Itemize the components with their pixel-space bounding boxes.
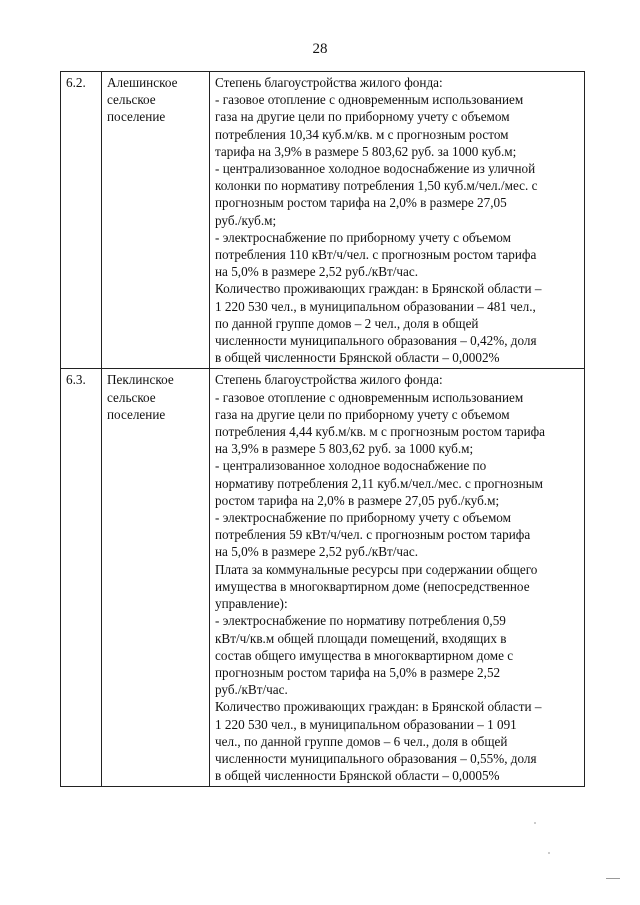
settlement-name-line: поселение (107, 109, 166, 125)
row-number-cell (61, 72, 102, 369)
settlement-name-cell (102, 72, 210, 369)
settlement-name-cell (102, 369, 210, 787)
description-line: потребления 59 кВт/ч/чел. с прогнозным ростом тарифа (215, 527, 531, 543)
description-line: - электроснабжение по нормативу потребления 0,59 (215, 613, 506, 629)
description-line: тарифа на 3,9% в размере 5 803,62 руб. за 1000 куб.м; (215, 143, 517, 159)
settlement-name-line: сельское (107, 92, 156, 108)
description-line: колонки по нормативу потребления 1,50 куб.м/чел./мес. с (215, 178, 538, 194)
description-cell (210, 369, 585, 787)
scan-mark (606, 878, 620, 879)
row-number-cell (61, 369, 102, 787)
description-line: - централизованное холодное водоснабжение по (215, 458, 487, 474)
description-line: в общей численности Брянской области – 0,0002% (215, 350, 500, 366)
description-line: потребления 4,44 куб.м/кв. м с прогнозным ростом тарифа (215, 424, 546, 440)
description-line: численности муниципального образования – 0,55%, доля (215, 750, 537, 766)
description-line: на 5,0% в размере 2,52 руб./кВт/час. (215, 544, 419, 560)
settlement-name-line: поселение (107, 406, 166, 422)
description-line: руб./кВт/час. (215, 682, 288, 698)
description-line: Количество проживающих граждан: в Брянской области – (215, 699, 542, 715)
description-line: - централизованное холодное водоснабжение из уличной (215, 161, 536, 177)
table-row (61, 72, 585, 369)
description-line: газа на другие цели по приборному учету с объемом (215, 406, 510, 422)
description-line: 1 220 530 чел., в муниципальном образовании – 481 чел., (215, 298, 536, 314)
settlement-name-line: сельское (107, 389, 156, 405)
settlements-table (60, 71, 585, 787)
description-line: управление): (215, 596, 288, 612)
description-line: состав общего имущества в многоквартирном доме с (215, 647, 514, 663)
description-line: численности муниципального образования – 0,42%, доля (215, 333, 537, 349)
description-line: в общей численности Брянской области – 0,0005% (215, 768, 500, 784)
description-line: потребления 110 кВт/ч/чел. с прогнозным ростом тарифа (215, 247, 537, 263)
description-line: прогнозным ростом тарифа на 5,0% в размере 2,52 (215, 664, 501, 680)
description-line: - электроснабжение по приборному учету с объемом (215, 510, 511, 526)
description-line: руб./куб.м; (215, 212, 277, 228)
description-line: 1 220 530 чел., в муниципальном образовании – 1 091 (215, 716, 517, 732)
description-line: кВт/ч/кв.м общей площади помещений, входящих в (215, 630, 507, 646)
description-line: на 5,0% в размере 2,52 руб./кВт/час. (215, 264, 419, 280)
scan-speck (548, 852, 550, 854)
description-line: Степень благоустройства жилого фонда: (215, 75, 443, 90)
description-line: Степень благоустройства жилого фонда: (215, 372, 443, 388)
description-line: Количество проживающих граждан: в Брянской области – (215, 281, 542, 297)
description-line: ростом тарифа на 2,0% в размере 27,05 руб./куб.м; (215, 492, 500, 508)
description-line: имущества в многоквартирном доме (непосредственное (215, 578, 530, 594)
description-line: газа на другие цели по приборному учету с объемом (215, 109, 510, 125)
description-line: - газовое отопление с одновременным использованием (215, 92, 524, 108)
row-number: 6.2. (66, 75, 86, 90)
description-line: - электроснабжение по приборному учету с объемом (215, 229, 511, 245)
description-line: нормативу потребления 2,11 куб.м/чел./мес. с прогнозным (215, 475, 543, 491)
description-line: на 3,9% в размере 5 803,62 руб. за 1000 куб.м; (215, 441, 474, 457)
scan-speck (534, 822, 536, 824)
description-line: чел., по данной группе домов – 6 чел., доля в общей (215, 733, 508, 749)
row-number: 6.3. (66, 372, 86, 388)
description-line: потребления 10,34 куб.м/кв. м с прогнозным ростом (215, 126, 509, 142)
description-line: - газовое отопление с одновременным использованием (215, 389, 524, 405)
settlement-name-line: Алешинское (107, 75, 178, 90)
table-row (61, 369, 585, 787)
description-line: прогнозным ростом тарифа на 2,0% в размере 27,05 (215, 195, 507, 211)
description-cell (210, 72, 585, 369)
page-number: 28 (312, 41, 328, 57)
description-line: Плата за коммунальные ресурсы при содержании общего (215, 561, 538, 577)
description-line: по данной группе домов – 2 чел., доля в общей (215, 315, 479, 331)
settlement-name-line: Пеклинское (107, 372, 174, 388)
